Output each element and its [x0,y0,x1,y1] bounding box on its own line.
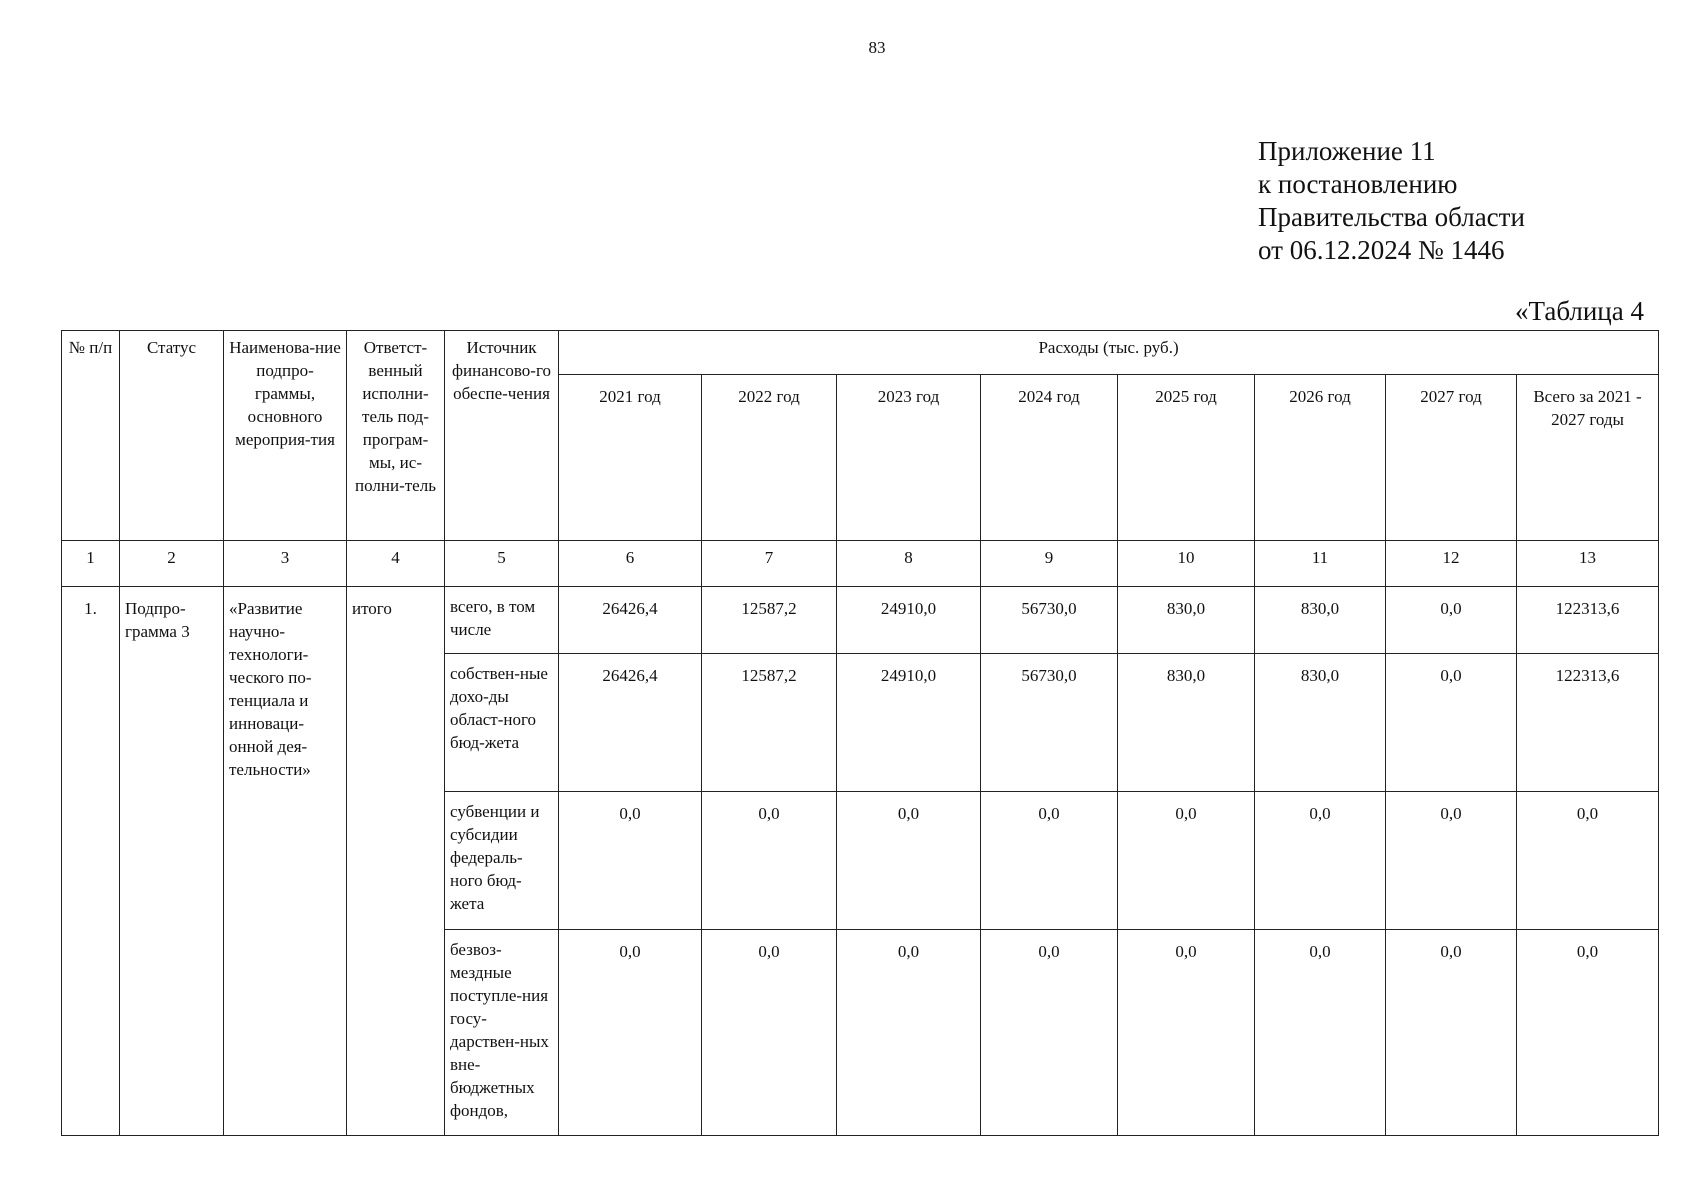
header-year-2025: 2025 год [1118,375,1255,541]
value-cell: 0,0 [559,930,702,1136]
column-number: 6 [559,541,702,587]
value-cell: 12587,2 [702,587,837,654]
column-number: 10 [1118,541,1255,587]
appendix-line-4: от 06.12.2024 № 1446 [1258,235,1505,265]
column-number: 13 [1517,541,1659,587]
page-number: 83 [868,38,886,57]
table-row [62,587,1659,654]
value-cell: 26426,4 [559,654,702,792]
header-year-2022: 2022 год [702,375,837,541]
value-cell: 0,0 [702,792,837,930]
row-num: 1. [62,587,120,1136]
appendix-block [1258,135,1525,267]
source-label: безвоз-мездные поступле-ния госу-дарствен-ных вне-бюджетных фондов, [445,930,559,1136]
value-cell: 122313,6 [1517,654,1659,792]
value-cell: 56730,0 [981,587,1118,654]
value-cell: 0,0 [981,792,1118,930]
value-cell: 0,0 [1118,930,1255,1136]
value-cell: 830,0 [1255,654,1386,792]
row-responsible: итого [347,587,445,1136]
value-cell: 0,0 [837,792,981,930]
value-cell: 26426,4 [559,587,702,654]
header-year-2026: 2026 год [1255,375,1386,541]
value-cell: 12587,2 [702,654,837,792]
header-name: Наименова-ние подпро-граммы, основного мероприя-тия [224,331,347,541]
column-number: 9 [981,541,1118,587]
value-cell: 0,0 [1255,930,1386,1136]
row-name: «Развитие научно-технологи-ческого по-тенциала и инноваци-онной дея-тельности» [224,587,347,1136]
header-year-2027: 2027 год [1386,375,1517,541]
value-cell: 0,0 [981,930,1118,1136]
column-number: 5 [445,541,559,587]
value-cell: 122313,6 [1517,587,1659,654]
value-cell: 0,0 [1255,792,1386,930]
appendix-line-1: Приложение 11 [1258,136,1436,166]
value-cell: 0,0 [1386,587,1517,654]
column-number: 2 [120,541,224,587]
header-year-2021: 2021 год [559,375,702,541]
value-cell: 24910,0 [837,587,981,654]
value-cell: 0,0 [1517,792,1659,930]
column-number: 12 [1386,541,1517,587]
row-status: Подпро-грамма 3 [120,587,224,1136]
value-cell: 56730,0 [981,654,1118,792]
value-cell: 0,0 [1517,930,1659,1136]
header-responsible: Ответст-венный исполни-тель под-програм-мы, ис-полни-тель [347,331,445,541]
budget-table [61,330,1659,1136]
header-status: Статус [120,331,224,541]
column-number: 11 [1255,541,1386,587]
value-cell: 830,0 [1118,587,1255,654]
source-label: всего, в том числе [445,587,559,654]
column-number: 3 [224,541,347,587]
header-source: Источник финансово-го обеспе-чения [445,331,559,541]
header-expenses: Расходы (тыс. руб.) [559,331,1659,375]
column-number: 8 [837,541,981,587]
value-cell: 0,0 [1386,792,1517,930]
column-number: 4 [347,541,445,587]
value-cell: 0,0 [1386,654,1517,792]
value-cell: 24910,0 [837,654,981,792]
value-cell: 0,0 [1118,792,1255,930]
source-label: субвенции и субсидии федераль-ного бюд-жета [445,792,559,930]
header-year-2023: 2023 год [837,375,981,541]
value-cell: 0,0 [1386,930,1517,1136]
value-cell: 0,0 [837,930,981,1136]
value-cell: 830,0 [1118,654,1255,792]
table-caption: «Таблица 4 [1515,296,1644,326]
header-year-2024: 2024 год [981,375,1118,541]
header-total: Всего за 2021 - 2027 годы [1517,375,1659,541]
value-cell: 0,0 [702,930,837,1136]
column-number: 1 [62,541,120,587]
value-cell: 830,0 [1255,587,1386,654]
appendix-line-3: Правительства области [1258,202,1525,232]
source-label: собствен-ные дохо-ды област-ного бюд-жета [445,654,559,792]
value-cell: 0,0 [559,792,702,930]
appendix-line-2: к постановлению [1258,169,1458,199]
column-number: 7 [702,541,837,587]
header-num: № п/п [62,331,120,541]
